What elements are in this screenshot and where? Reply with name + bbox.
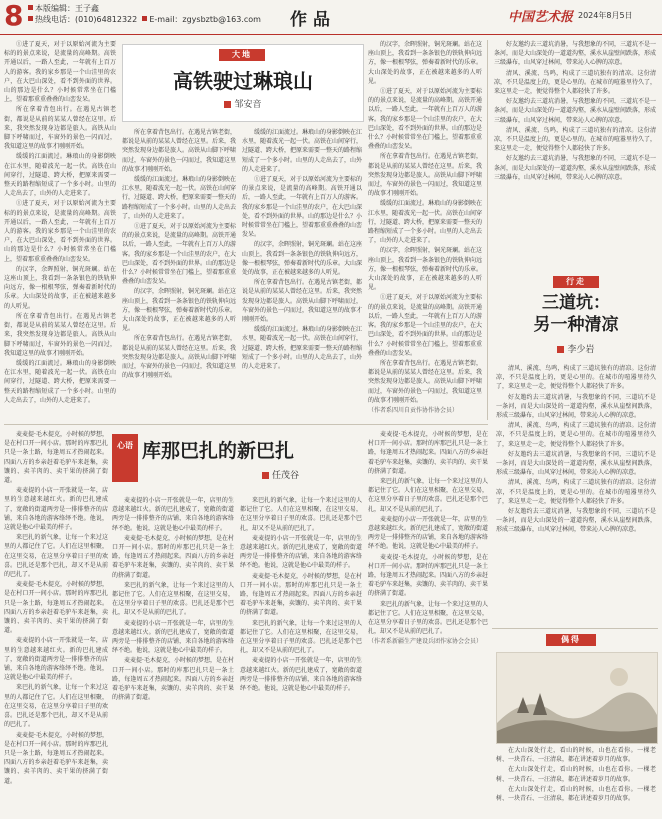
article1-column-3: 缓缓的江面流过。琳琅山的身影倒映在江水里，随着波光一起一伏。高铁在山间穿行，过隧道、跨大桥，把原来需要一整天的路程缩短成了一个多小时。山里的人走出去了，山外的人走进来了。 ①进了夏天，对于以原始河流为主要标的的景点来说，是流量的高峰期。高铁开通以后，一路人至此，一年就有上百万人的游客。我的家乡那是一个山洼里的农户，在大巴山深处，看不到外面的世界。山的那边是什么？小时候常常坐在门槛上，望着那重重叠叠的山峦发呆。 的汉字，余晖照射，铜光斑斓。站在这座山顶上，我看到一条条银色的铁轨伸向远方，像一根根琴弦，弹奏着新时代的乐章。大山深处的故事，正在被越来越多的人听见。 所在拿着背包出行。在遇见古镇老街，都说是从前的某某人曾经在这里。后来，我突然发现身边都是旅人。高铁从山脚下呼啸而过，车窗外的景色一闪而过，我知道这里的故事才刚刚开始。 缓缓的江面流过。琳琅山的身影倒映在江水里，随着波光一起一伏。高铁在山间穿行，过隧道、跨大桥，把原来需要一整天的路程缩短成了一个多小时。山里的人走出去了，山外的人走进来了。	[242, 129, 362, 371]
article4-tag: 偶得	[546, 634, 596, 646]
editor-info	[28, 3, 261, 25]
article1-column-2: 所在拿着背包出行。在遇见古镇老街，都说是从前的某某人曾经在这里。后来，我突然发现身边都是旅人。高铁从山脚下呼啸而过，车窗外的景色一闪而过，我知道这里的故事才刚刚开始。 缓缓的江面流过。琳琅山的身影倒映在江水里，随着波光一起一伏。高铁在山间穿行，过隧道、跨大桥，把原来需要一整天的路程缩短成了一个多小时。山里的人走出去了，山外的人走进来了。 ①进了夏天，对于以原始河流为主要标的的景点来说，是流量的高峰期。高铁开通以后，一路人至此，一年就有上百万人的游客。我的家乡那是一个山洼里的农户，在大巴山深处，看不到外面的世界。山的那边是什么？小时候常常坐在门槛上，望着那重重叠叠的山峦发呆。 的汉字，余晖照射，铜光斑斓。站在这座山顶上，我看到一条条银色的铁轨伸向远方，像一根根琴弦，弹奏着新时代的乐章。大山深处的故事，正在被越来越多的人听见。 所在拿着背包出行。在遇见古镇老街，都说是从前的某某人曾经在这里。后来，我突然发现身边都是旅人。高铁从山脚下呼啸而过，车窗外的景色一闪而过，我知道这里的故事才刚刚开始。	[122, 129, 236, 380]
article2-column-3: 来巴扎的新气象，让每一个来过这里的人都记住了它。人们在这里相聚，在这里交易，在这里分享着日子里的欢喜。巴扎还是那个巴扎，却又不是从前的巴扎了。 麦麦提的小店一开张就是一年，店里的生意越来越红火。新的巴扎建成了，宽敞的街道两旁是一排排整齐的店铺，来自各地的游客络绎不绝。他说，这就是他心中最美的样子。 麦麦提·毛木提克，小时候的梦想，是在村口开一间小店。那时的库那巴扎只是一条土路，每逢周五才热闹起来。四面八方的乡亲赶着毛驴车来赶集，卖馕的、卖羊肉的、卖干果的挤满了街道。 来巴扎的新气象，让每一个来过这里的人都记住了它。人们在这里相聚，在这里交易，在这里分享着日子里的欢喜。巴扎还是那个巴扎，却又不是从前的巴扎了。 麦麦提的小店一开张就是一年，店里的生意越来越红火。新的巴扎建成了，宽敞的街道两旁是一排排整齐的店铺，来自各地的游客络绎不绝。他说，这就是他心中最美的样子。	[240, 497, 362, 693]
article1-column-4: 的汉字，余晖照射，铜光斑斓。站在这座山顶上，我看到一条条银色的铁轨伸向远方，像一根根琴弦，弹奏着新时代的乐章。大山深处的故事，正在被越来越多的人听见。 ①进了夏天，对于以原始河流为主要标的的景点来说，是流量的高峰期。高铁开通以后，一路人至此，一年就有上百万人的游客。我的家乡那是一个山洼里的农户，在大巴山深处，看不到外面的世界。山的那边是什么？小时候常常坐在门槛上，望着那重重叠叠的山峦发呆。 所在拿着背包出行。在遇见古镇老街，都说是从前的某某人曾经在这里。后来，我突然发现身边都是旅人。高铁从山脚下呼啸而过，车窗外的景色一闪而过，我知道这里的故事才刚刚开始。 缓缓的江面流过。琳琅山的身影倒映在江水里，随着波光一起一伏。高铁在山间穿行，过隧道、跨大桥，把原来需要一整天的路程缩短成了一个多小时。山里的人走出去了，山外的人走进来了。 的汉字，余晖照射，铜光斑斓。站在这座山顶上，我看到一条条银色的铁轨伸向远方，像一根根琴弦，弹奏着新时代的乐章。大山深处的故事，正在被越来越多的人听见。 ①进了夏天，对于以原始河流为主要标的的景点来说，是流量的高峰期。高铁开通以后，一路人至此，一年就有上百万人的游客。我的家乡那是一个山洼里的农户，在大巴山深处，看不到外面的世界。山的那边是什么？小时候常常坐在门槛上，望着那重重叠叠的山峦发呆。 所在拿着背包出行。在遇见古镇老街，都说是从前的某某人曾经在这里。后来，我突然发现身边都是旅人。高铁从山脚下呼啸而过，车窗外的景色一闪而过，我知道这里的故事才刚刚开始。 （作者系四川自贡作协作协会员）	[368, 41, 482, 414]
article3-column-bottom: 清风、溪流、鸟鸣，构成了三道坑独有的清凉。这份清凉，不只是温度上的，更是心里的。在城市的喧嚣里待久了，来这里走一走，便觉得整个人都轻快了许多。 好友邀约去三道坑消暑，与我想象的不同，三道坑不是一条河，而是大山深处的一道道沟壑，溪水从崖壁间跌落，形成三级瀑布，山风穿过林间，带来沁人心脾的凉意。 清风、溪流、鸟鸣，构成了三道坑独有的清凉。这份清凉，不只是温度上的，更是心里的。在城市的喧嚣里待久了，来这里走一走，便觉得整个人都轻快了许多。 好友邀约去三道坑消暑，与我想象的不同，三道坑不是一条河，而是大山深处的一道道沟壑，溪水从崖壁间跌落，形成三级瀑布，山风穿过林间，带来沁人心脾的凉意。 清风、溪流、鸟鸣，构成了三道坑独有的清凉。这份清凉，不只是温度上的，更是心里的。在城市的喧嚣里待久了，来这里走一走，便觉得整个人都轻快了许多。 好友邀约去三道坑消暑，与我想象的不同，三道坑不是一条河，而是大山深处的一道道沟壑，溪水从崖壁间跌落，形成三级瀑布，山风穿过林间，带来沁人心脾的凉意。	[496, 365, 656, 534]
artwork-illustration	[497, 653, 657, 743]
article1-footnote: （作者系四川自贡作协作协会员）	[368, 406, 459, 414]
square-bullet-icon	[142, 16, 147, 21]
article3-title-box	[496, 276, 656, 358]
article1-tag: 大地	[219, 49, 265, 61]
square-bullet-icon	[28, 5, 33, 10]
issue-date: 2024年8月5日	[578, 11, 633, 20]
article1-title-box	[122, 44, 364, 122]
article1-headline: 高铁驶过琳琅山	[173, 69, 313, 93]
column-divider	[487, 40, 488, 420]
masthead	[0, 0, 662, 35]
article2-tag: 心语	[112, 434, 138, 482]
article4-column: 在大山深处行走，看山的时候，山也在看你。一棵老树、一块青石、一汪清泉，都在讲述着岁月的故事。 在大山深处行走，看山的时候，山也在看你。一棵老树、一块青石、一汪清泉，都在讲述着岁月的故事。 在大山深处行走，看山的时候，山也在看你。一棵老树、一块青石、一汪清泉，都在讲述着岁月的故事。	[496, 747, 656, 803]
article3-author: 李少岩	[496, 342, 656, 355]
article3-headline: 三道坑： 另一种清凉	[533, 293, 619, 335]
section-divider	[4, 424, 488, 425]
article2-headline: 库那巴扎的新巴扎	[142, 440, 295, 462]
author-square-icon	[224, 101, 231, 108]
article3-column-top: 好友邀约去三道坑消暑，与我想象的不同，三道坑不是一条河，而是大山深处的一道道沟壑，溪水从崖壁间跌落，形成三级瀑布，山风穿过林间，带来沁人心脾的凉意。 清风、溪流、鸟鸣，构成了三道坑独有的清凉。这份清凉，不只是温度上的，更是心里的。在城市的喧嚣里待久了，来这里走一走，便觉得整个人都轻快了许多。 好友邀约去三道坑消暑，与我想象的不同，三道坑不是一条河，而是大山深处的一道道沟壑，溪水从崖壁间跌落，形成三级瀑布，山风穿过林间，带来沁人心脾的凉意。 清风、溪流、鸟鸣，构成了三道坑独有的清凉。这份清凉，不只是温度上的，更是心里的。在城市的喧嚣里待久了，来这里走一走，便觉得整个人都轻快了许多。 好友邀约去三道坑消暑，与我想象的不同，三道坑不是一条河，而是大山深处的一道道沟壑，溪水从崖壁间跌落，形成三级瀑布，山风穿过林间，带来沁人心脾的凉意。	[494, 41, 656, 181]
section-divider	[492, 628, 658, 629]
email-line: E-mail：zgysbztb@163.com	[149, 15, 261, 24]
article2-author: 任茂谷	[262, 468, 362, 481]
paper-name: 中国艺术报	[508, 10, 574, 25]
editor-line: 本版编辑：王子鑫	[35, 4, 99, 13]
article2-footnote: （作者系新疆生产建设兵团作家协会会员）	[368, 638, 483, 646]
article1-column-1: ①进了夏天，对于以原始河流为主要标的的景点来说，是流量的高峰期。高铁开通以后，一路人至此，一年就有上百万人的游客。我的家乡那是一个山洼里的农户，在大巴山深处，看不到外面的世界。山的那边是什么？小时候常常坐在门槛上，望着那重重叠叠的山峦发呆。 所在拿着背包出行。在遇见古镇老街，都说是从前的某某人曾经在这里。后来，我突然发现身边都是旅人。高铁从山脚下呼啸而过，车窗外的景色一闪而过，我知道这里的故事才刚刚开始。 缓缓的江面流过。琳琅山的身影倒映在江水里，随着波光一起一伏。高铁在山间穿行，过隧道、跨大桥，把原来需要一整天的路程缩短成了一个多小时。山里的人走出去了，山外的人走进来了。 ①进了夏天，对于以原始河流为主要标的的景点来说，是流量的高峰期。高铁开通以后，一路人至此，一年就有上百万人的游客。我的家乡那是一个山洼里的农户，在大巴山深处，看不到外面的世界。山的那边是什么？小时候常常坐在门槛上，望着那重重叠叠的山峦发呆。 的汉字，余晖照射，铜光斑斓。站在这座山顶上，我看到一条条银色的铁轨伸向远方，像一根根琴弦，弹奏着新时代的乐章。大山深处的故事，正在被越来越多的人听见。 所在拿着背包出行。在遇见古镇老街，都说是从前的某某人曾经在这里。后来，我突然发现身边都是旅人。高铁从山脚下呼啸而过，车窗外的景色一闪而过，我知道这里的故事才刚刚开始。 缓缓的江面流过。琳琅山的身影倒映在江水里，随着波光一起一伏。高铁在山间穿行，过隧道、跨大桥，把原来需要一整天的路程缩短成了一个多小时。山里的人走出去了，山外的人走进来了。	[4, 41, 116, 404]
page-number: 8	[4, 0, 24, 32]
article2-column-2: 麦麦提的小店一开张就是一年，店里的生意越来越红火。新的巴扎建成了，宽敞的街道两旁是一排排整齐的店铺，来自各地的游客络绎不绝。他说，这就是他心中最美的样子。 麦麦提·毛木提克，小时候的梦想，是在村口开一间小店。那时的库那巴扎只是一条土路，每逢周五才热闹起来。四面八方的乡亲赶着毛驴车来赶集，卖馕的、卖羊肉的、卖干果的挤满了街道。 来巴扎的新气象，让每一个来过这里的人都记住了它。人们在这里相聚，在这里交易，在这里分享着日子里的欢喜。巴扎还是那个巴扎，却又不是从前的巴扎了。 麦麦提的小店一开张就是一年，店里的生意越来越红火。新的巴扎建成了，宽敞的街道两旁是一排排整齐的店铺，来自各地的游客络绎不绝。他说，这就是他心中最美的样子。 麦麦提·毛木提克，小时候的梦想，是在村口开一间小店。那时的库那巴扎只是一条土路，每逢周五才热闹起来。四面八方的乡亲赶着毛驴车来赶集，卖馕的、卖羊肉的、卖干果的挤满了街道。	[112, 497, 234, 702]
author-square-icon	[557, 346, 564, 353]
artwork-image	[496, 652, 658, 744]
phone-line: 热线电话：(010)64812322	[35, 15, 138, 24]
author-square-icon	[262, 472, 269, 479]
article2-column-1: 麦麦提·毛木提克，小时候的梦想，是在村口开一间小店。那时的库那巴扎只是一条土路，每逢周五才热闹起来。四面八方的乡亲赶着毛驴车来赶集，卖馕的、卖羊肉的、卖干果的挤满了街道。 麦麦提的小店一开张就是一年，店里的生意越来越红火。新的巴扎建成了，宽敞的街道两旁是一排排整齐的店铺，来自各地的游客络绎不绝。他说，这就是他心中最美的样子。 来巴扎的新气象，让每一个来过这里的人都记住了它。人们在这里相聚，在这里交易，在这里分享着日子里的欢喜。巴扎还是那个巴扎，却又不是从前的巴扎了。 麦麦提·毛木提克，小时候的梦想，是在村口开一间小店。那时的库那巴扎只是一条土路，每逢周五才热闹起来。四面八方的乡亲赶着毛驴车来赶集，卖馕的、卖羊肉的、卖干果的挤满了街道。 麦麦提的小店一开张就是一年，店里的生意越来越红火。新的巴扎建成了，宽敞的街道两旁是一排排整齐的店铺，来自各地的游客络绎不绝。他说，这就是他心中最美的样子。 来巴扎的新气象，让每一个来过这里的人都记住了它。人们在这里相聚，在这里交易，在这里分享着日子里的欢喜。巴扎还是那个巴扎，却又不是从前的巴扎了。 麦麦提·毛木提克，小时候的梦想，是在村口开一间小店。那时的库那巴扎只是一条土路，每逢周五才热闹起来。四面八方的乡亲赶着毛驴车来赶集，卖馕的、卖羊肉的、卖干果的挤满了街道。	[4, 431, 108, 785]
square-bullet-icon	[28, 16, 33, 21]
article3-tag: 行走	[553, 276, 599, 288]
article2-column-4: 麦麦提·毛木提克，小时候的梦想，是在村口开一间小店。那时的库那巴扎只是一条土路，每逢周五才热闹起来。四面八方的乡亲赶着毛驴车来赶集，卖馕的、卖羊肉的、卖干果的挤满了街道。 来巴扎的新气象，让每一个来过这里的人都记住了它。人们在这里相聚，在这里交易，在这里分享着日子里的欢喜。巴扎还是那个巴扎，却又不是从前的巴扎了。 麦麦提的小店一开张就是一年，店里的生意越来越红火。新的巴扎建成了，宽敞的街道两旁是一排排整齐的店铺，来自各地的游客络绎不绝。他说，这就是他心中最美的样子。 麦麦提·毛木提克，小时候的梦想，是在村口开一间小店。那时的库那巴扎只是一条土路，每逢周五才热闹起来。四面八方的乡亲赶着毛驴车来赶集，卖馕的、卖羊肉的、卖干果的挤满了街道。 来巴扎的新气象，让每一个来过这里的人都记住了它。人们在这里相聚，在这里交易，在这里分享着日子里的欢喜。巴扎还是那个巴扎，却又不是从前的巴扎了。 （作者系新疆生产建设兵团作家协会会员）	[368, 431, 488, 646]
section-title: 作品	[290, 10, 336, 30]
article1-author: 邹安音	[123, 97, 363, 110]
article2-title-box	[112, 430, 382, 492]
